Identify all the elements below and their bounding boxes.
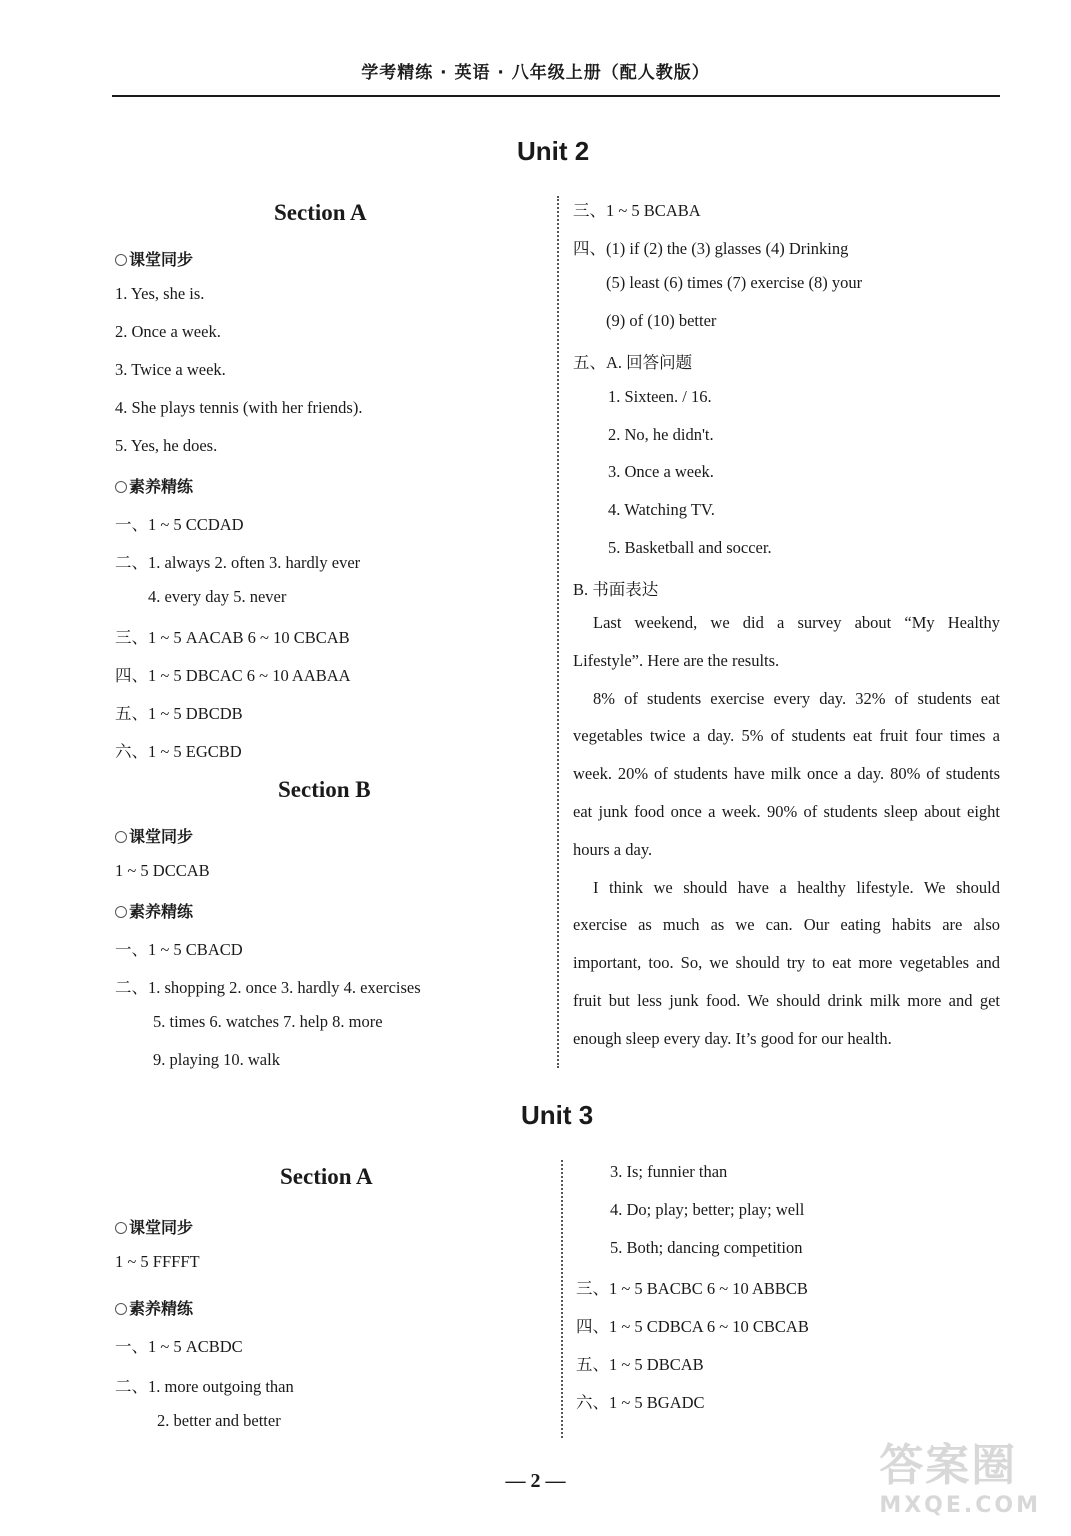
circle-bullet-icon [115,1303,127,1315]
watermark-text-top: 答案圈 [879,1440,1018,1491]
answer-line: 六、1 ~ 5 BGADC [576,1393,705,1412]
answer-line: 三、1 ~ 5 BACBC 6 ~ 10 ABBCB [576,1279,808,1298]
circle-bullet-icon [115,1222,127,1234]
answer-line: 1. Sixteen. / 16. [608,387,712,406]
answer-line: 9. playing 10. walk [153,1050,280,1069]
unit2-title: Unit 2 [517,136,590,166]
answer-line: 5. Basketball and soccer. [608,538,772,557]
paragraph: I think we should have a healthy lifestyle. We should exercise as much as we can. Our eating habits are also important, too. So, we should try to eat more vegetables and fruit but less junk food. We should drink milk more and get enough sleep every day. It’s good for our health. [573,877,1000,1048]
answer-line: 一、1 ~ 5 CCDAD [115,515,244,534]
answer-line: 六、1 ~ 5 EGCBD [115,742,242,761]
watermark-text-bottom: MXQE.COM [879,1493,1041,1518]
answer-line: 五、1 ~ 5 DBCAB [576,1355,704,1374]
unit2-sectionB-title: Section B [278,777,371,802]
circle-bullet-icon [115,906,127,918]
unit3-sectionA-sync-label: 课堂同步 [115,1215,193,1238]
column-divider [561,1160,563,1438]
answer-line: 二、1. shopping 2. once 3. hardly 4. exercises [115,978,421,997]
answer-line: 三、1 ~ 5 AACAB 6 ~ 10 CBCAB [115,628,350,647]
answer-line: 4. Watching TV. [608,500,715,519]
writing-answer [573,604,1000,1058]
unit2-sectionA-sync-label: 课堂同步 [115,247,193,270]
answer-line: 四、1 ~ 5 CDBCA 6 ~ 10 CBCAB [576,1317,809,1336]
column-divider [557,196,559,1068]
answer-line: 一、1 ~ 5 ACBDC [115,1337,243,1356]
circle-bullet-icon [115,254,127,266]
answer-line: 4. Do; play; better; play; well [610,1200,805,1219]
answer-line: 2. better and better [157,1411,281,1430]
answer-line: 5. Both; dancing competition [610,1238,803,1257]
answer-line: 1. Yes, she is. [115,284,205,303]
unit2-sectionB-practice-label: 素养精练 [115,899,193,922]
answer-line: 5. times 6. watches 7. help 8. more [153,1012,383,1031]
circle-bullet-icon [115,831,127,843]
answer-line: 一、1 ~ 5 CBACD [115,940,243,959]
unit3-sectionA-practice-label: 素养精练 [115,1296,193,1319]
unit3-title: Unit 3 [521,1100,594,1130]
watermark-logo [879,1429,1041,1518]
unit3-sectionA-title: Section A [280,1164,373,1189]
answer-line: (9) of (10) better [606,311,717,330]
answer-line: 五、A. 回答问题 [573,353,693,372]
answer-line: 3. Twice a week. [115,360,226,379]
unit2-sectionA-practice-label: 素养精练 [115,474,193,497]
running-header: 学考精练 · 英语 · 八年级上册（配人教版） [361,63,710,83]
answer-line: 3. Is; funnier than [610,1162,728,1181]
answer-line: 三、1 ~ 5 BCABA [573,201,701,220]
answer-line: 4. She plays tennis (with her friends). [115,398,363,417]
answer-line: 四、(1) if (2) the (3) glasses (4) Drinking [573,239,849,258]
unit2-sectionA-title: Section A [274,200,367,225]
answer-line: 二、1. more outgoing than [115,1377,294,1396]
answer-line: 五、1 ~ 5 DBCDB [115,704,243,723]
header-rule [112,95,1000,97]
answer-line: 1 ~ 5 FFFFT [115,1252,200,1271]
page-number: — 2 — [505,1470,566,1492]
paragraph: Last weekend, we did a survey about “My Healthy Lifestyle”. Here are the results. [573,613,1000,670]
answer-line: 1 ~ 5 DCCAB [115,861,210,880]
answer-line: 3. Once a week. [608,462,714,481]
answer-line: 5. Yes, he does. [115,436,218,455]
unit2-sectionB-sync-label: 课堂同步 [115,824,193,847]
circle-bullet-icon [115,481,127,493]
answer-line: 2. Once a week. [115,322,221,341]
answer-line: 二、1. always 2. often 3. hardly ever [115,553,361,572]
writing-label: B. 书面表达 [573,580,659,599]
paragraph: 8% of students exercise every day. 32% of students eat vegetables twice a day. 5% of students eat fruit four times a week. 20% of students have milk once a day. 80% of students eat junk food once a week. 90% of students sleep about eight hours a day. [573,688,1000,859]
answer-line: 四、1 ~ 5 DBCAC 6 ~ 10 AABAA [115,666,351,685]
answer-line: (5) least (6) times (7) exercise (8) your [606,273,863,292]
answer-line: 4. every day 5. never [148,587,287,606]
answer-line: 2. No, he didn't. [608,425,714,444]
